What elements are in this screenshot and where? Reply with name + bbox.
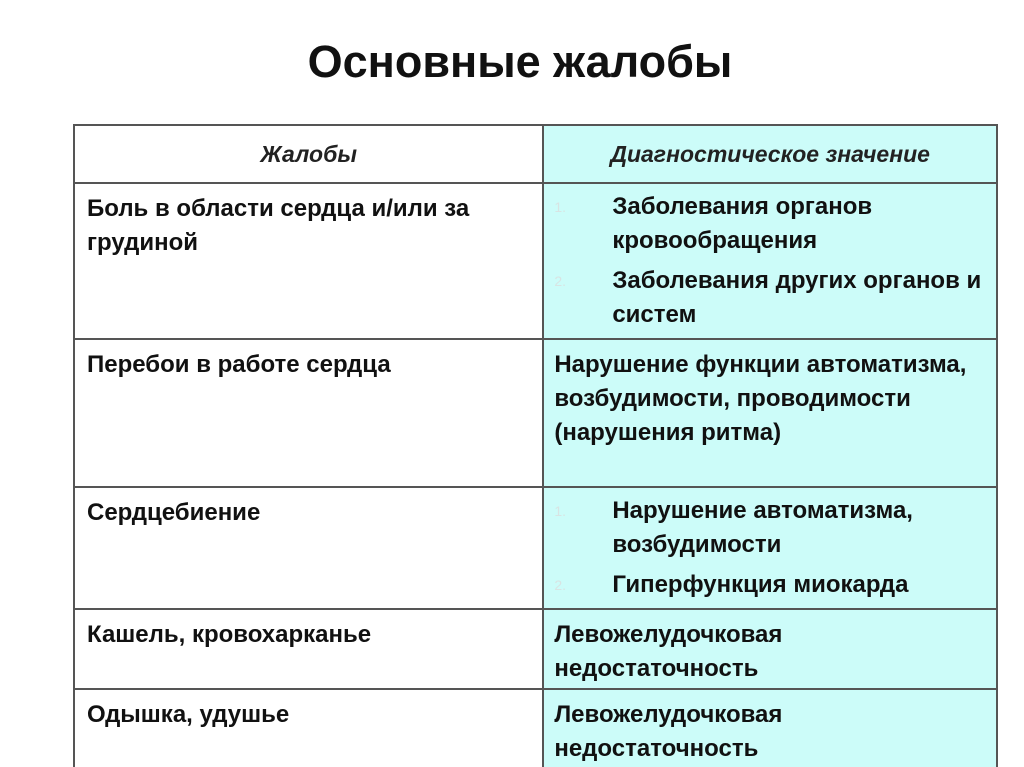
complaints-table <box>73 124 998 767</box>
meaning-cell <box>543 487 997 609</box>
page-title: Основные жалобы <box>307 36 733 87</box>
meaning-text: Заболевания органов кровообращения <box>612 193 873 254</box>
table-header-row <box>74 125 997 183</box>
complaint-cell <box>74 339 543 487</box>
table-row <box>74 609 997 689</box>
meaning-cell <box>543 183 997 339</box>
complaint-text: Кашель, кровохарканье <box>87 621 372 648</box>
meaning-text: Заболевания других органов и систем <box>612 267 982 328</box>
complaint-text: Боль в области сердца и/или за грудиной <box>87 195 470 256</box>
complaint-cell <box>74 487 543 609</box>
meaning-text: Левожелудочковая недостаточность <box>554 621 783 682</box>
list-item <box>554 494 986 562</box>
meaning-cell <box>543 689 997 767</box>
complaint-text: Одышка, удушье <box>87 701 290 728</box>
list-number: 1. <box>554 503 567 519</box>
meaning-text: Нарушение автоматизма, возбудимости <box>612 497 913 558</box>
complaint-cell <box>74 609 543 689</box>
column-header-complaints: Жалобы <box>74 125 543 183</box>
meaning-text: Нарушение функции автоматизма, возбудимости, проводимости (нарушения ритма) <box>554 351 967 446</box>
table-row <box>74 339 997 487</box>
table-row <box>74 183 997 339</box>
list-number: 1. <box>554 199 567 215</box>
list-item <box>554 190 986 258</box>
complaint-cell <box>74 183 543 339</box>
table-row <box>74 689 997 767</box>
meaning-cell <box>543 609 997 689</box>
complaint-cell <box>74 689 543 767</box>
list-number: 2. <box>554 577 567 593</box>
list-item <box>554 264 986 332</box>
meaning-text: Левожелудочковая недостаточность <box>554 701 783 762</box>
table-row <box>74 487 997 609</box>
meaning-text: Гиперфункция миокарда <box>612 571 909 598</box>
list-number: 2. <box>554 273 567 289</box>
meaning-cell <box>543 339 997 487</box>
complaint-text: Сердцебиение <box>87 499 261 526</box>
column-header-diagnostic-meaning: Диагностическое значение <box>543 125 997 183</box>
list-item <box>554 568 986 602</box>
complaint-text: Перебои в работе сердца <box>87 351 391 378</box>
